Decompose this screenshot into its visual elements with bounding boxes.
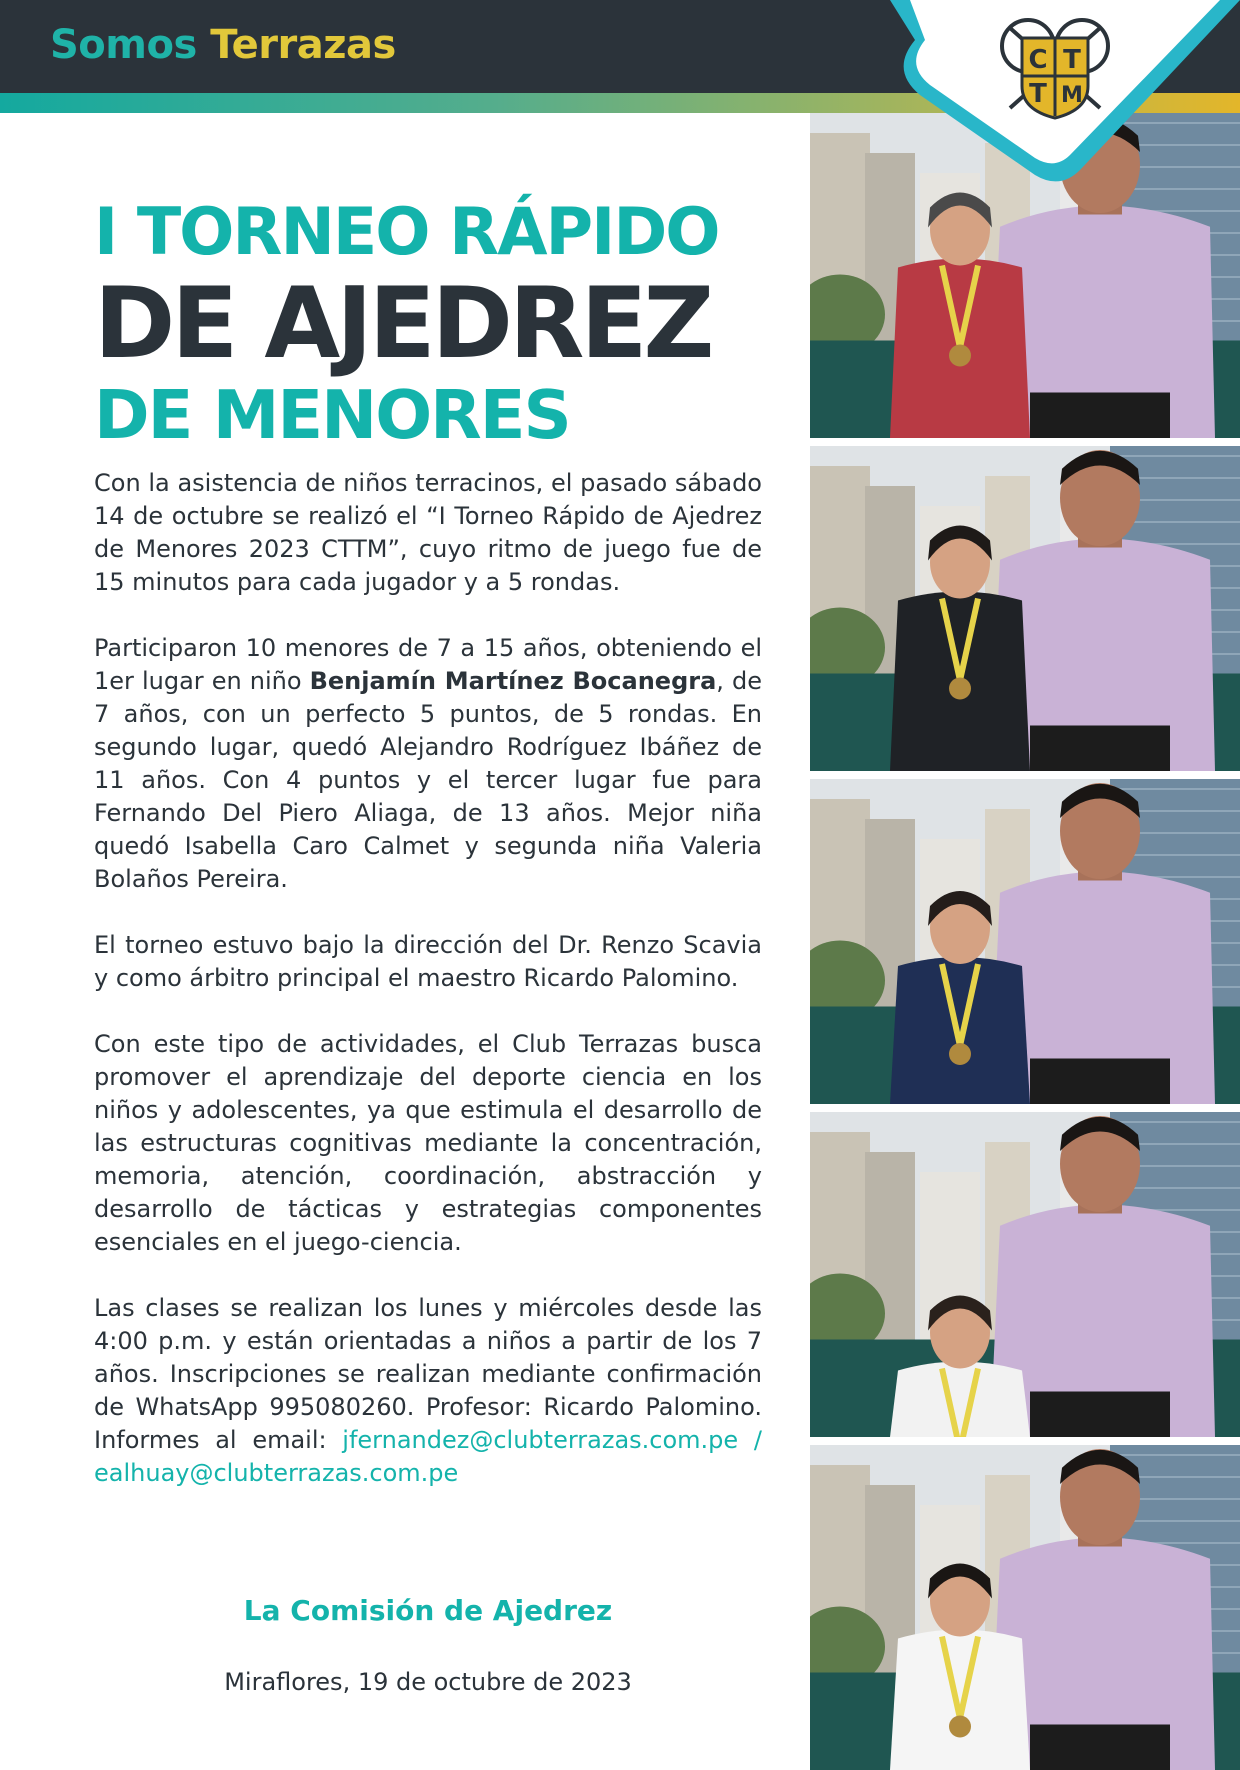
paragraph-5 — [94, 1292, 762, 1490]
man-trousers — [1030, 726, 1170, 772]
logo-letter-t1: T — [1063, 45, 1081, 75]
medal-icon — [949, 678, 971, 700]
paragraph-5-text: Las clases se realizan los lunes y miércoles desde las 4:00 p.m. y están orientadas a niños a partir de los 7 años. Inscripciones se realizan mediante confirmación de WhatsApp 995080260. Profesor: Ricardo Palomino. Informes al email: — [94, 1294, 762, 1454]
photo-4 — [810, 1112, 1240, 1437]
headline-line3: DE MENORES — [94, 377, 774, 453]
kid-shirt — [890, 1362, 1030, 1438]
paragraph-1: Con la asistencia de niños terracinos, el pasado sábado 14 de octubre se realizó el “I Torneo Rápido de Ajedrez de Menores 2023 CTTM”, cuyo ritmo de juego fue de 15 minutos para cada jugador y a 5 rondas. — [94, 467, 762, 599]
headline-line2: DE AJEDREZ — [94, 271, 774, 377]
winner-name: Benjamín Martínez Bocanegra — [310, 667, 717, 695]
paragraph-2-start: Participaron 10 menores de 7 a 15 años, obteniendo el 1er lugar en niño — [94, 634, 762, 695]
man-trousers — [1030, 1059, 1170, 1105]
header-title — [50, 22, 396, 68]
man-trousers — [1030, 1392, 1170, 1438]
article-body — [94, 467, 762, 1523]
kid-shirt — [890, 957, 1030, 1104]
paragraph-3: El torneo estuvo bajo la dirección del Dr. Renzo Scavia y como árbitro principal el maestro Ricardo Palomino. — [94, 929, 762, 995]
kid-shirt — [890, 1630, 1030, 1770]
headline — [94, 195, 774, 453]
logo-letter-c: C — [1028, 45, 1047, 75]
medal-icon — [949, 345, 971, 367]
cttm-logo — [890, 0, 1240, 190]
photo-3 — [810, 779, 1240, 1104]
paragraph-4: Con este tipo de actividades, el Club Terrazas busca promover el aprendizaje del deporte ciencia en los niños y adolescentes, ya que estimula el desarrollo de las estructuras cognitivas mediante la concentración, memoria, atención, coordinación, abstracción y desarrollo de tácticas y estrategias componentes esenciales en el juego-ciencia. — [94, 1028, 762, 1259]
headline-line1: I TORNEO RÁPIDO — [94, 195, 774, 271]
man-trousers — [1030, 1725, 1170, 1770]
place-date: Miraflores, 19 de octubre de 2023 — [94, 1668, 762, 1696]
contact-emails[interactable]: jfernandez@clubterrazas.com.pe / ealhuay@clubterrazas.com.pe — [94, 1426, 762, 1487]
header-title-part2: Terrazas — [210, 22, 396, 68]
medal-icon — [949, 1716, 971, 1738]
logo-letter-t2: T — [1029, 79, 1047, 109]
photo-2 — [810, 446, 1240, 771]
paragraph-2 — [94, 632, 762, 896]
header-title-part1: Somos — [50, 22, 197, 68]
logo-letter-m: M — [1061, 83, 1083, 108]
paragraph-2-end: , de 7 años, con un perfecto 5 puntos, de 5 rondas. En segundo lugar, quedó Alejandro Rodríguez Ibáñez de 11 años. Con 4 puntos y el tercer lugar fue para Fernando Del Piero Aliaga, de 13 años. Mejor niña quedó Isabella Caro Calmet y segunda niña Valeria Bolaños Pereira. — [94, 667, 762, 893]
signature: La Comisión de Ajedrez — [94, 1594, 762, 1627]
man-trousers — [1030, 393, 1170, 439]
medal-icon — [949, 1043, 971, 1065]
photo-5 — [810, 1445, 1240, 1770]
